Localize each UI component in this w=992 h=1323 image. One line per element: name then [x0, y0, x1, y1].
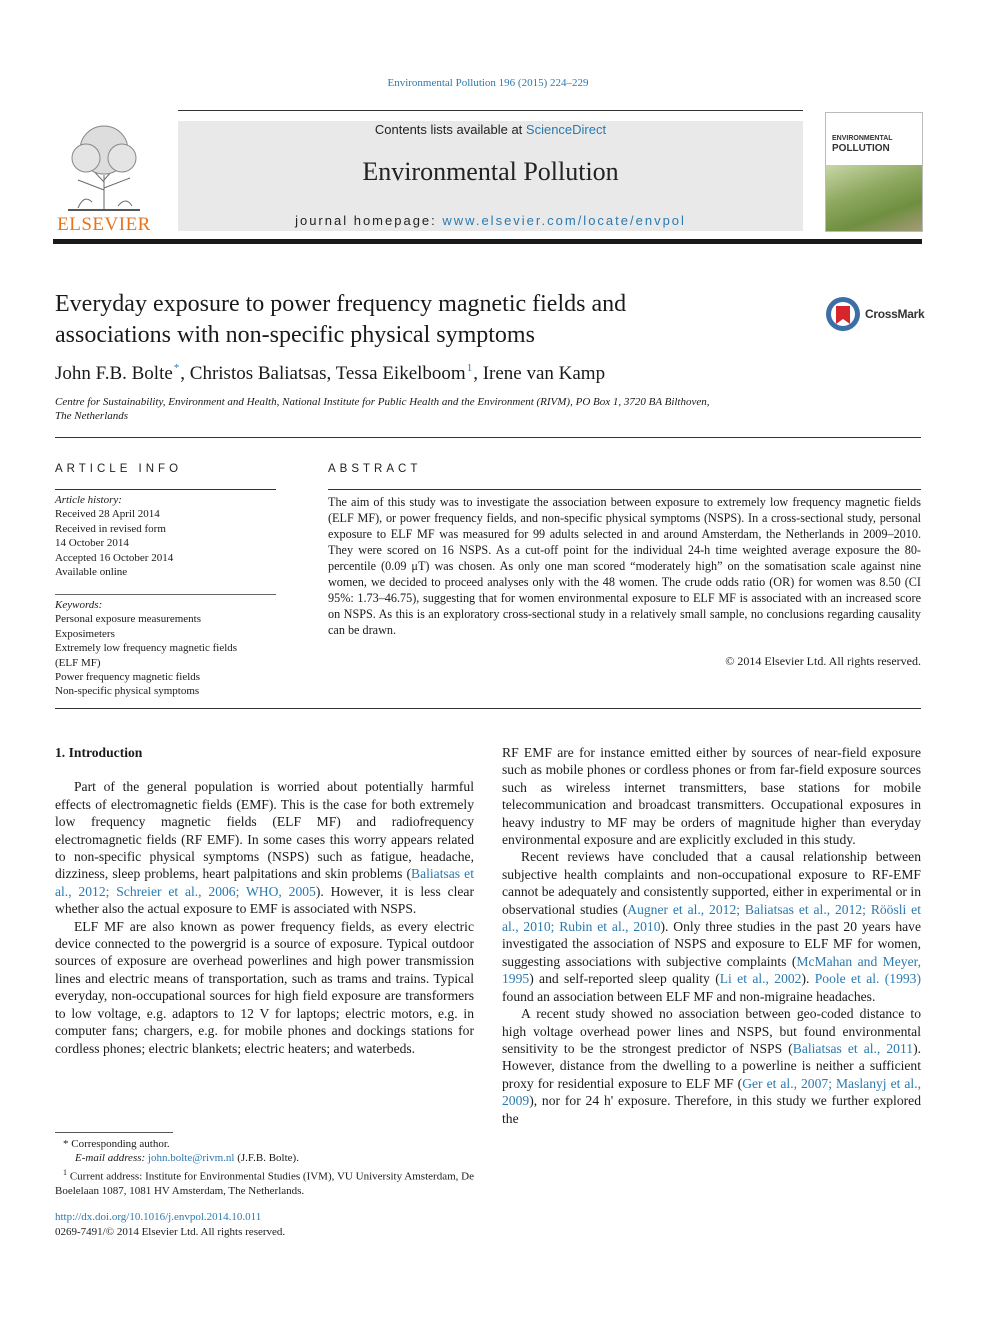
- citation-link[interactable]: Li et al., 2002: [719, 971, 802, 987]
- footnote-rule: [55, 1132, 173, 1133]
- cover-label: [832, 135, 916, 154]
- paragraph: ELF MF are also known as power frequency fields, as every electric device connected to the powergrid is a source of exposure. Typical outdoor sources of exposure are overhead powerlines and high power transmission lines and electric means of transportation, such as trams and trains. Typical everyday, non-occupational sources for high field exposure are transformers to low voltage, e.g. adaptors to 12 V for laptops; electric motors, e.g. in computer fans; chargers, e.g. for mobile phones and dockings stations for cordless phones; electric blankets; electric heaters; and waterbeds.: [55, 918, 474, 1056]
- history-item: Received 28 April 2014: [55, 508, 160, 521]
- paragraph: A recent study showed no association between geo-coded distance to high voltage overhead power lines and NSPS, but found environmental sensitivity to be the strongest predictor of NSPS (Baliatsas et al., 2011). However, distance from the dwelling to a powerline is neither a sufficient proxy for residential exposure to ELF MF (Ger et al., 2007; Maslanyj et al., 2009), nor for 24 h' exposure. Therefore, in this study we further explored the: [502, 1006, 921, 1126]
- author-name[interactable]: , Christos Baliatsas, Tessa Eikelboom: [180, 363, 466, 384]
- citation-link[interactable]: Poole et al. (1993): [814, 971, 922, 987]
- divider: [55, 489, 276, 490]
- sciencedirect-link[interactable]: ScienceDirect: [525, 122, 607, 137]
- history-item: Received in revised form: [55, 522, 166, 535]
- citation-link[interactable]: Baliatsas et al., 2012; Schreier et al., 2006; WHO, 2005: [55, 866, 474, 899]
- divider: [328, 489, 921, 490]
- section-heading: 1. Introduction: [55, 745, 143, 760]
- journal-homepage: [178, 213, 803, 228]
- elsevier-wordmark: ELSEVIER: [57, 214, 151, 235]
- citation-link[interactable]: Augner et al., 2012; Baliatsas et al., 2012; Röösli et al., 2010; Rubin et al., 2010: [502, 901, 921, 935]
- history-item: 14 October 2014: [55, 537, 129, 550]
- body-left-column: [55, 744, 474, 1057]
- footnote-current-address: $^1$ Current address: Institute for Environmental Studies (IVM), VU University Amsterdam, De Boelelaan 1087, 1081 HV Amsterdam, The Netherlands.: [55, 1167, 475, 1197]
- divider: [55, 594, 276, 595]
- paragraph: RF EMF are for instance emitted either by sources of near-field exposure such as mobile phones or cordless phones or from far-field exposure sources such as wireless internet transmitters, base stations for mobile telecommunication and broadcast transmitters. Occupational exposures in heavy industry to MF may be orders of magnitude higher than everyday environmental exposure and are explicitly excluded in this study.: [502, 745, 921, 848]
- history-item: Available online: [55, 566, 128, 579]
- journal-banner: [178, 121, 803, 231]
- paragraph: Recent reviews have concluded that a causal relationship between subjective health complaints and non-occupational exposure to RF-EMF cannot be adequately and consistently supported, either in experimental or in observational studies (Augner et al., 2012; Baliatsas et al., 2012; Röösli et al., 2010; Rubin et al., 2010). Only three studies in the past 20 years have investigated the association of NSPS and exposure to ELF MF for women, suggesting associations with subjective complaints (McMahan and Meyer, 1995) and self-reported sleep quality (Li et al., 2002). Poole et al. (1993) found an association between ELF MF and non-migraine headaches.: [502, 849, 922, 1004]
- abstract-copyright: © 2014 Elsevier Ltd. All rights reserved.: [725, 654, 921, 668]
- journal-citation[interactable]: Environmental Pollution 196 (2015) 224–229: [387, 77, 589, 89]
- footnote-email: E-mail address: john.bolte@rivm.nl (J.F.B. Bolte).: [75, 1152, 299, 1165]
- crossmark-icon: [825, 296, 861, 332]
- cover-label-line1: ENVIRONMENTAL: [832, 135, 893, 142]
- cover-image: [826, 165, 922, 231]
- citation-link[interactable]: Ger et al., 2007; Maslanyj et al., 2009: [502, 1075, 921, 1109]
- abstract-text: The aim of this study was to investigate the association between exposure to extremely low frequency magnetic fields (ELF MF), or power frequency fields, and non-specific physical symptoms (NSPS). In a cross-sectional study, personal exposure to ELF MF was measured for 99 adults selected in and around Amsterdam, the Netherlands in 2009–2010. They were scored on 16 NSPS. As a cut-off point for the individual 24-h time weighted average exposure the 80-percentile (0.09 μT) was chosen. As only one man scored “moderately high” on the somatisation scale against nine women, we decided to proceed analyses only with the 48 women. The crude odds ratio (OR) for women was 8.50 (CI 95%: 1.73–46.75), suggesting that for women environmental exposure to ELF MF is associated with an increased score on NSPS. As this is an exploratory cross-sectional study in a relatively small sample, no conclusions regarding causality can be drawn.: [328, 495, 921, 637]
- cover-label-line2: POLLUTION: [832, 143, 890, 154]
- abstract-heading: ABSTRACT: [328, 463, 422, 475]
- keyword-item: Personal exposure measurements: [55, 613, 202, 626]
- citation-link[interactable]: McMahan and Meyer, 1995: [502, 953, 922, 987]
- author-name[interactable]: John F.B. Bolte: [55, 363, 173, 384]
- article-title-line2: associations with non-specific physical symptoms: [55, 322, 535, 348]
- keyword-item: Exposimeters: [55, 627, 115, 640]
- contents-prefix: Contents lists available at: [374, 122, 526, 137]
- doi-link[interactable]: http://dx.doi.org/10.1016/j.envpol.2014.10.011: [55, 1211, 262, 1223]
- header-rule: [178, 110, 803, 111]
- author-list: [55, 362, 915, 385]
- issn-line: 0269-7491/© 2014 Elsevier Ltd. All rights reserved.: [55, 1226, 286, 1238]
- elsevier-logo[interactable]: [52, 116, 156, 234]
- article-title: [55, 289, 755, 351]
- email-link[interactable]: john.bolte@rivm.nl: [147, 1152, 235, 1165]
- article-history-label: Article history:: [55, 494, 122, 506]
- affiliation: [55, 395, 815, 423]
- author-footnote-mark[interactable]: 1: [466, 362, 473, 374]
- divider: [55, 437, 921, 438]
- history-item: Accepted 16 October 2014: [55, 551, 174, 564]
- keyword-item: Extremely low frequency magnetic fields: [55, 642, 238, 655]
- footnote-corresponding: * Corresponding author.: [63, 1138, 170, 1150]
- affiliation-line2: The Netherlands: [55, 410, 129, 422]
- divider: [55, 708, 921, 709]
- article-history: [55, 493, 276, 579]
- doi-block: [55, 1210, 285, 1240]
- contents-line: [178, 122, 803, 137]
- body-right-column: [502, 744, 921, 1127]
- header-thick-rule: [53, 239, 922, 244]
- crossmark-label: CrossMark: [865, 307, 925, 321]
- elsevier-tree-icon: [58, 120, 150, 212]
- citation-link[interactable]: Baliatsas et al., 2011: [792, 1040, 914, 1056]
- keyword-item: (ELF MF): [55, 656, 101, 669]
- author-footnote-mark[interactable]: *: [173, 362, 180, 374]
- journal-cover-thumbnail[interactable]: [825, 112, 923, 232]
- keywords: [55, 598, 276, 699]
- homepage-label: journal homepage:: [295, 213, 443, 228]
- footnotes: [55, 1137, 474, 1198]
- affiliation-line1: Centre for Sustainability, Environment and Health, National Institute for Public Health and the Environment (RIVM), PO Box 1, 3720 BA Bilthoven,: [55, 396, 710, 408]
- article-info-heading: ARTICLE INFO: [55, 463, 183, 475]
- author-name[interactable]: , Irene van Kamp: [473, 363, 606, 384]
- article-title-line1: Everyday exposure to power frequency magnetic fields and: [55, 291, 627, 317]
- keyword-item: Power frequency magnetic fields: [55, 671, 201, 684]
- paragraph: Part of the general population is worried about potentially harmful effects of electromagnetic fields (EMF). This is the case for both extremely low frequency magnetic fields (ELF MF) and radiofrequency electromagnetic fields (RF EMF). In some cases this worry appears related to non-specific physical symptoms (NSPS) such as fatigue, headache, dizziness, sleep problems, heart palpitations and skin problems (Baliatsas et al., 2012; Schreier et al., 2006; WHO, 2005). However, it is less clear whether also the actual exposure to EMF is associated with NSPS.: [55, 779, 474, 917]
- homepage-link[interactable]: www.elsevier.com/locate/envpol: [442, 213, 686, 228]
- keyword-item: Non-specific physical symptoms: [55, 685, 200, 698]
- crossmark-badge[interactable]: [825, 296, 925, 332]
- journal-title: Environmental Pollution: [362, 157, 619, 186]
- keywords-label: Keywords:: [55, 599, 103, 611]
